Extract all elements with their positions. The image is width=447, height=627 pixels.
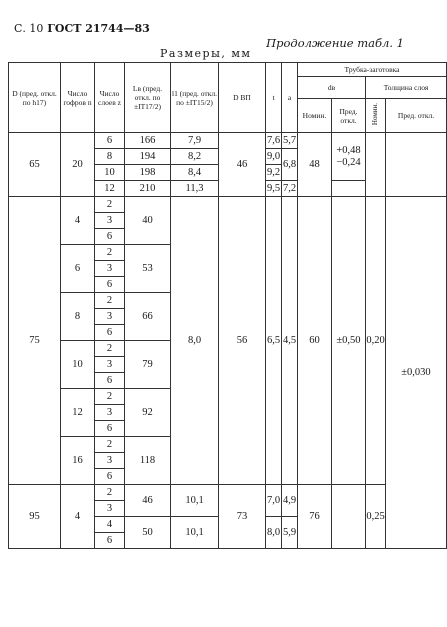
cell-z: 6 xyxy=(95,277,125,293)
cell-z: 6 xyxy=(95,133,125,149)
cell-t: 9,2 xyxy=(266,165,282,181)
table-row xyxy=(9,197,447,213)
cell-l1: 8,2 xyxy=(171,149,219,165)
cell-a: 6,8 xyxy=(282,149,298,181)
cell-z: 3 xyxy=(95,501,125,517)
cell-a: 5,9 xyxy=(282,517,298,549)
cell-z: 6 xyxy=(95,373,125,389)
cell-a: 5,7 xyxy=(282,133,298,149)
cell-z: 2 xyxy=(95,485,125,501)
header-a: a xyxy=(282,63,298,133)
cell-z: 2 xyxy=(95,293,125,309)
cell-z: 3 xyxy=(95,213,125,229)
cell-a: 7,2 xyxy=(282,181,298,197)
header-corrugations: Число гофров n xyxy=(61,63,95,133)
cell-dv-dev: ±0,50 xyxy=(332,197,366,485)
table-row xyxy=(9,133,447,149)
cell-Lb: 210 xyxy=(125,181,171,197)
header-dv: dв xyxy=(298,77,366,99)
header-l1: l1 (пред. откл. по ±IT15/2) xyxy=(171,63,219,133)
cell-dv-nom: 48 xyxy=(298,133,332,197)
header-tube: Трубка-заготовка xyxy=(298,63,447,77)
cell-l1: 11,3 xyxy=(171,181,219,197)
cell-n: 20 xyxy=(61,133,95,197)
cell-Lb: 79 xyxy=(125,341,171,389)
cell-n: 6 xyxy=(61,245,95,293)
cell-z: 3 xyxy=(95,309,125,325)
cell-z: 2 xyxy=(95,341,125,357)
cell-l1: 8,4 xyxy=(171,165,219,181)
cell-t: 9,0 xyxy=(266,149,282,165)
header-thickness: Толщина слоя xyxy=(366,77,447,99)
cell-Lb: 40 xyxy=(125,197,171,245)
cell-z: 12 xyxy=(95,181,125,197)
cell-n: 4 xyxy=(61,197,95,245)
cell-z: 2 xyxy=(95,197,125,213)
cell-D: 65 xyxy=(9,133,61,197)
cell-z: 6 xyxy=(95,533,125,549)
page-number: С. 10 xyxy=(14,22,44,35)
cell-z: 10 xyxy=(95,165,125,181)
cell-z: 8 xyxy=(95,149,125,165)
cell-l1: 8,0 xyxy=(171,197,219,485)
cell-s-dev: ±0,030 xyxy=(386,197,447,549)
cell-l1: 10,1 xyxy=(171,517,219,549)
cell-z: 2 xyxy=(95,437,125,453)
cell-t: 7,0 xyxy=(266,485,282,517)
cell-n: 8 xyxy=(61,293,95,341)
dimensions-table xyxy=(8,62,447,549)
header-s-nom: Номин. xyxy=(371,103,380,126)
cell-Lb: 194 xyxy=(125,149,171,165)
cell-D: 75 xyxy=(9,197,61,485)
header-dv-nom: Номин. xyxy=(298,99,332,133)
standard-code: ГОСТ 21744—83 xyxy=(47,22,150,35)
header-D: D (пред. откл. по h17) xyxy=(9,63,61,133)
cell-z: 6 xyxy=(95,469,125,485)
cell-t: 8,0 xyxy=(266,517,282,549)
cell-z: 6 xyxy=(95,325,125,341)
cell-n: 10 xyxy=(61,341,95,389)
cell-z: 3 xyxy=(95,405,125,421)
cell-a: 4,9 xyxy=(282,485,298,517)
cell-t: 6,5 xyxy=(266,197,282,485)
table-continuation: Продолжение табл. 1 xyxy=(266,36,404,50)
header-s-pred: Пред. откл. xyxy=(386,99,447,133)
header-dv-pred: Пред. откл. xyxy=(332,99,366,133)
cell-Lb: 198 xyxy=(125,165,171,181)
cell-Lb: 118 xyxy=(125,437,171,485)
cell-t: 9,5 xyxy=(266,181,282,197)
cell-n: 12 xyxy=(61,389,95,437)
cell-Lb: 166 xyxy=(125,133,171,149)
sizes-label: Размеры, мм xyxy=(160,47,252,60)
cell-dv-nom: 60 xyxy=(298,197,332,485)
header-Lb: Lв (пред. откл. по ±IT17/2) xyxy=(125,63,171,133)
cell-Lb: 46 xyxy=(125,485,171,517)
cell-s-nom: 0,20 xyxy=(366,197,386,485)
page-header xyxy=(14,22,150,35)
cell-dv-nom: 76 xyxy=(298,485,332,549)
cell-dv-dev: +0,48 −0,24 xyxy=(332,133,366,181)
cell-a: 4,5 xyxy=(282,197,298,485)
cell-z: 4 xyxy=(95,517,125,533)
cell-D: 95 xyxy=(9,485,61,549)
table-row xyxy=(9,485,447,501)
cell-z: 6 xyxy=(95,421,125,437)
cell-z: 2 xyxy=(95,389,125,405)
cell-s-nom: 0,25 xyxy=(366,485,386,549)
cell-z: 2 xyxy=(95,245,125,261)
cell-z: 6 xyxy=(95,229,125,245)
header-t: t xyxy=(266,63,282,133)
cell-Dvp: 73 xyxy=(219,485,266,549)
cell-n: 16 xyxy=(61,437,95,485)
header-Dvp: D ВП xyxy=(219,63,266,133)
cell-n: 4 xyxy=(61,485,95,549)
cell-Dvp: 56 xyxy=(219,197,266,485)
cell-Dvp: 46 xyxy=(219,133,266,197)
cell-Lb: 50 xyxy=(125,517,171,549)
cell-t: 7,6 xyxy=(266,133,282,149)
cell-Lb: 92 xyxy=(125,389,171,437)
cell-Lb: 66 xyxy=(125,293,171,341)
cell-l1: 10,1 xyxy=(171,485,219,517)
cell-z: 3 xyxy=(95,261,125,277)
header-layers: Число слоев z xyxy=(95,63,125,133)
cell-Lb: 53 xyxy=(125,245,171,293)
cell-l1: 7,9 xyxy=(171,133,219,149)
cell-z: 3 xyxy=(95,453,125,469)
cell-z: 3 xyxy=(95,357,125,373)
